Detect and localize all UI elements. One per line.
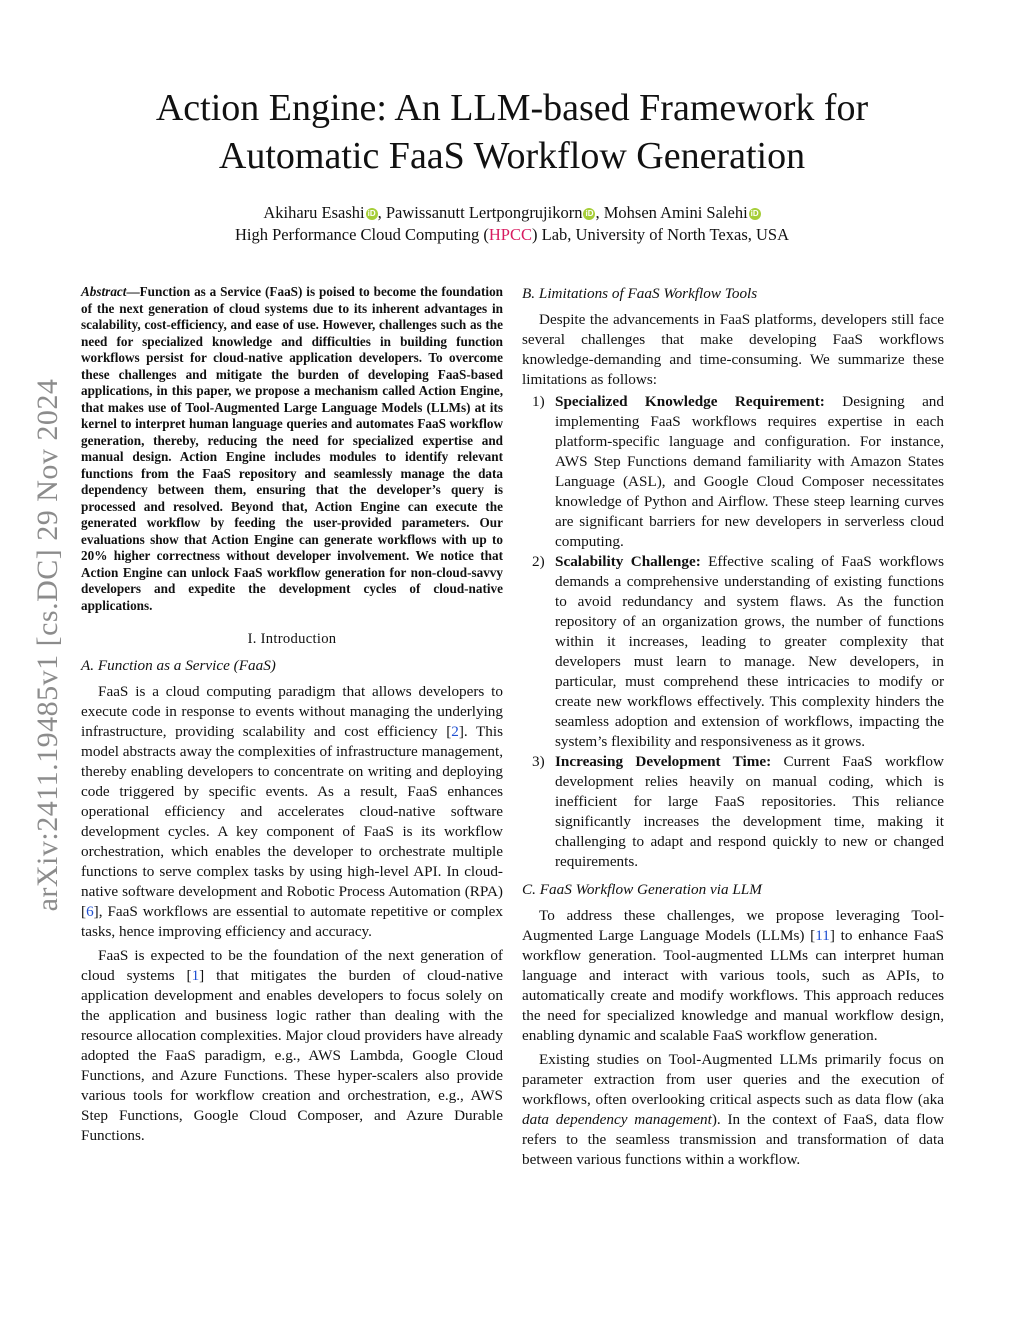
- subsection-heading-a: A. Function as a Service (FaaS): [81, 657, 276, 674]
- list-item: [522, 392, 944, 552]
- paper-title: [0, 84, 1024, 180]
- list-item-title: Increasing Development Time:: [555, 753, 772, 770]
- abstract: Abstract—Function as a Service (FaaS) is poised to become the foundation of the next generation of cloud systems due to its inherent advantages in scalability, cost-efficiency, and ease of use. However, challenges such as the need for specialized knowledge and difficulties in building function workflows persist for cloud-native application developers. To overcome these challenges and mitigate the burden of developing FaaS-based applications, in this paper, we propose a mechanism called Action Engine, that makes use of Tool-Augmented Large Language Models (LLMs) at its kernel to interpret human language queries and automates FaaS workflow generation, thereby, reducing the need for specialized expertise and manual design. Action Engine includes modules to identify relevant functions from the FaaS repository and seamlessly manage the data dependency between them, ensuring that the developer’s query is processed and resolved. Beyond that, Action Engine can execute the generated workflow by feeding the user-provided parameters. Our evaluations show that Action Engine can generate workflows with up to 20% higher correctness without developer involvement. We notice that Action Engine can unlock FaaS workflow generation for non-cloud-savvy developers and expedite the development cycles of cloud-native applications.: [81, 284, 503, 613]
- title-line-1: Action Engine: An LLM-based Framework for: [155, 87, 869, 129]
- list-item-text: Effective scaling of FaaS workflows demands a comprehensive understanding of existing functions to avoid redundancy and system flaws. As the function repository of an organization grows, the number of functions within it increases, leading to greater complexity that developers must learn to manage. New developers, in particular, must comprehend these intricacies to modify or create new workflows effectively. This complexity hinders the seamless adoption and extension of workflows, impacting the system’s flexibility and responsiveness as it grows.: [555, 553, 944, 750]
- title-line-2: Automatic FaaS Workflow Generation: [218, 135, 806, 177]
- list-item-number: 3): [532, 753, 545, 770]
- left-column: [81, 284, 503, 1146]
- citation-link[interactable]: 2: [451, 723, 459, 740]
- llm-paragraph-1: To address these challenges, we propose leveraging Tool-Augmented Large Language Models (LLMs) [11] to enhance FaaS workflow generation. Tool-augmented LLMs can interpret human language and interact with various tools, such as APIs, to automatically create and modify workflows. This approach reduces the need for specialized knowledge and manual workflow design, enabling dynamic and scalable FaaS workflow generation.: [522, 907, 944, 1044]
- emphasis-text: data dependency management: [522, 1111, 712, 1128]
- citation-link[interactable]: 6: [86, 903, 94, 920]
- author-2: Pawissanutt Lertpongrujikorn: [385, 203, 583, 222]
- author-line: Akiharu Esashi iD , Pawissanutt Lertpongrujikorn iD , Mohsen Amini Salehi iD: [263, 203, 759, 222]
- citation-link[interactable]: 1: [191, 967, 200, 984]
- list-item-text: Designing and implementing FaaS workflows requires expertise in each platform-specific language and configuration. For instance, AWS Step Functions demand familiarity with Amazon States Language (ASL), and Google Cloud Composer necessitates knowledge of Python and Airflow. These steep learning curves are significant barriers for new developers in serverless cloud computing.: [555, 393, 944, 550]
- arxiv-stamp: [28, 345, 68, 945]
- section-heading-introduction: I. Introduction: [247, 631, 337, 647]
- subsection-heading-c: C. FaaS Workflow Generation via LLM: [522, 881, 762, 898]
- author-3: Mohsen Amini Salehi: [603, 203, 748, 222]
- author-1: Akiharu Esashi: [263, 203, 365, 222]
- limitations-intro: Despite the advancements in FaaS platforms, developers still face several challenges that make developing FaaS workflows knowledge-demanding and time-consuming. We summarize these limitations as follows:: [522, 311, 944, 388]
- llm-paragraph-2: Existing studies on Tool-Augmented LLMs primarily focus on parameter extraction from user queries and the execution of workflows, often overlooking critical aspects such as data flow (aka data dependency management). In the context of FaaS, data flow refers to the seamless transmission and transformation of data between various functions within a workflow.: [522, 1051, 944, 1168]
- list-item: [522, 552, 944, 752]
- orcid-icon[interactable]: iD: [750, 209, 759, 218]
- citation-link[interactable]: 11: [815, 927, 830, 944]
- abstract-text: Function as a Service (FaaS) is poised to become the foundation of the next generation of cloud systems due to its inherent advantages in scalability, cost-efficiency, and ease of use. However, challenges such as the need for specialized knowledge and difficulties in building function workflows persist for cloud-native application developers. To overcome these challenges and mitigate the burden of developing FaaS-based applications, in this paper, we propose a mechanism called Action Engine, that makes use of Tool-Augmented Large Language Models (LLMs) at its kernel to interpret human language queries and automates FaaS workflow generation, thereby, reducing the need for specialized expertise and manual design. Action Engine includes modules to identify relevant functions from the FaaS repository and seamlessly manage the data dependency between them, ensuring that the developer’s query is processed and resolved. Beyond that, Action Engine can execute the generated workflow by feeding the user-provided parameters. Our evaluations show that Action Engine can generate workflows with up to 20% higher correctness without developer involvement. We notice that Action Engine can unlock FaaS workflow generation for non-cloud-savvy developers and expedite the development cycles of cloud-native applications.: [81, 284, 503, 613]
- arxiv-stamp-text: arXiv:2411.19485v1 [cs.DC] 29 Nov 2024: [31, 378, 64, 912]
- list-item-number: 1): [532, 393, 545, 410]
- orcid-icon[interactable]: iD: [367, 209, 376, 218]
- hpcc-link[interactable]: HPCC: [488, 225, 532, 244]
- list-item-title: Specialized Knowledge Requirement:: [555, 393, 825, 410]
- subsection-heading-b: B. Limitations of FaaS Workflow Tools: [522, 285, 758, 302]
- author-block: [0, 202, 1024, 246]
- affiliation: High Performance Cloud Computing (HPCC) Lab, University of North Texas, USA: [235, 225, 789, 244]
- intro-paragraph-1: FaaS is a cloud computing paradigm that allows developers to execute code in response to events without managing the underlying infrastructure, providing scalability and cost efficiency [2]. This model abstracts away the complexities of infrastructure management, thereby enabling developers to concentrate on writing and deploying code triggered by specific events. As a result, FaaS enhances operational efficiency and accelerates cloud-native software development cycles. A key component of FaaS is its workflow orchestration, which enables the developer to orchestrate multiple functions to serve complex tasks by using high-level API. In cloud-native software development and Robotic Process Automation (RPA) [6], FaaS workflows are essential to automate repetitive or complex tasks, hence improving efficiency and accuracy.: [81, 683, 503, 940]
- orcid-icon[interactable]: iD: [585, 209, 594, 218]
- list-item-title: Scalability Challenge:: [555, 553, 701, 570]
- abstract-label: Abstract: [81, 284, 127, 299]
- list-item-text: Current FaaS workflow development relies heavily on manual coding, which is inefficient for large FaaS repositories. This reliance significantly increases the development time, making it challenging to adapt and respond quickly to new or changed requirements.: [555, 753, 944, 870]
- list-item: [522, 752, 944, 872]
- limitations-list: [522, 392, 944, 872]
- right-column: [522, 284, 944, 1170]
- intro-paragraph-2: FaaS is expected to be the foundation of the next generation of cloud systems [1] that mitigates the burden of cloud-native application development and enables developers to focus solely on the application and business logic rather than dealing with the resource allocation complexities. Major cloud providers have already adopted the FaaS paradigm, e.g., AWS Lambda, Google Cloud Functions, and Azure Functions. These hyper-scalers also provide various tools for workflow creation and orchestration, e.g., AWS Step Functions, Google Cloud Composer, and Azure Durable Functions.: [81, 947, 503, 1144]
- list-item-number: 2): [532, 553, 545, 570]
